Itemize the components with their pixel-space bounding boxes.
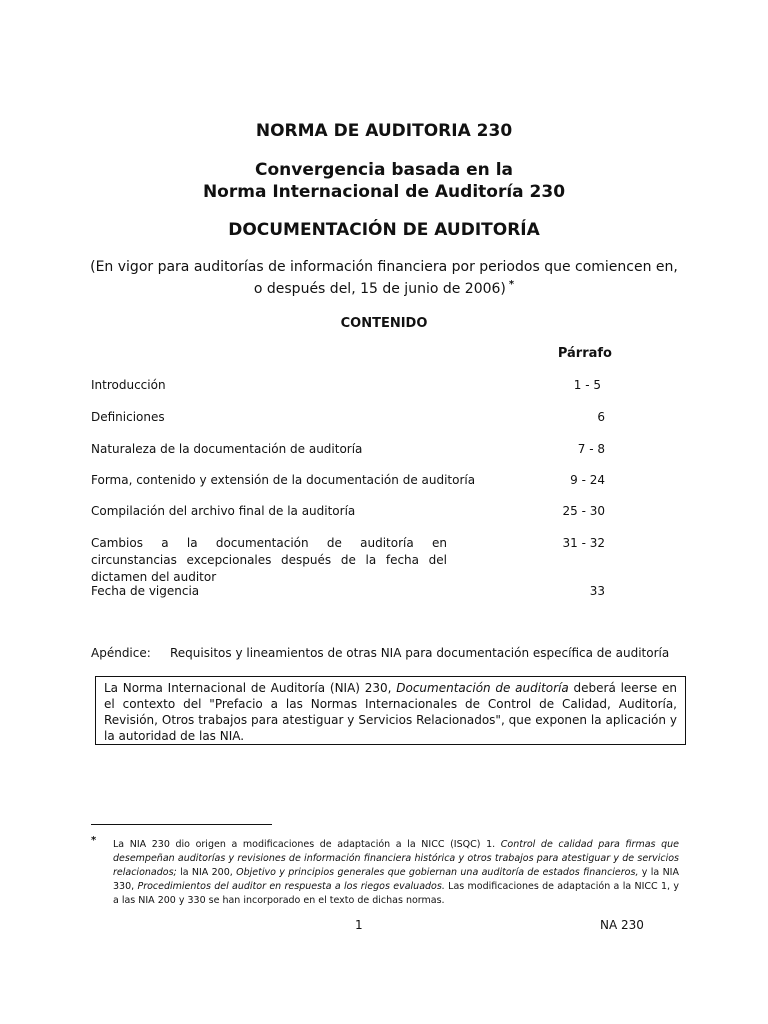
toc-item-paragraphs: 25 - 30 [562,504,605,518]
toc-item-label: Forma, contenido y extensión de la documentación de auditoría [91,473,476,487]
note-text-start: La Norma Internacional de Auditoría (NIA) 230, [104,681,397,695]
paragraph-column-header: Párrafo [557,346,612,361]
toc-item-label: Compilación del archivo final de la auditoría [91,504,356,518]
footnote-part-italic: Objetivo y principios generales que gobiernan una auditoría de estados financieros, [236,867,639,878]
document-code: NA 230 [600,918,644,932]
footnote-separator [91,824,272,825]
note-text-end: deberá leerse en el contexto del "Prefacio a las Normas Internacionales de Control de Calidad, Auditoría, Revisión, Otros trabajos para atestiguar y Servicios Relacionados", que exponen la aplicación y la autoridad de las NIA. [104,681,678,743]
effective-date-text: o después del, 15 de junio de 2006) [253,281,506,297]
footnote-text [113,838,679,908]
footnote-part-italic: Procedimientos del auditor en respuesta a los riegos evaluados. [137,881,445,892]
page-number: 1 [355,918,363,932]
toc-item-paragraphs: 31 - 32 [562,536,605,550]
footnote-part: la NIA 200, [176,867,237,878]
section-title: DOCUMENTACIÓN DE AUDITORÍA [228,220,540,240]
toc-item-label: Cambios a la documentación de auditoría en circunstancias excepcionales después de la fecha del dictamen del auditor [91,536,447,584]
subtitle-line-2: Norma Internacional de Auditoría 230 [202,182,566,202]
contents-heading: CONTENIDO [340,316,428,331]
footnote-reference[interactable]: * [508,279,515,290]
appendix-text: Requisitos y lineamientos de otras NIA para documentación específica de auditoría [170,646,670,660]
effective-date-line-2 [0,279,768,297]
footnote-part: La NIA 230 dio origen a modificaciones de adaptación a la NICC (ISQC) 1. [113,839,501,850]
toc-item-paragraphs: 9 - 24 [570,473,605,487]
toc-item-label: Naturaleza de la documentación de auditoría [91,442,363,456]
toc-item-paragraphs: 7 - 8 [577,442,605,456]
toc-item-paragraphs: 1 - 5 [573,378,601,392]
toc-item-paragraphs: 33 [589,584,605,598]
footnote-part: Las modificaciones de adaptación a la NICC 1, y a las NIA 200 y 330 se han incorporado en el texto de dichas normas. [113,881,679,906]
footnote-part-italic: Control de calidad para firmas que desempeñan auditorías y revisiones de información financiera histórica y otros trabajos para atestiguar y de servicios relacionados; [113,839,679,878]
standard-context-note [95,676,686,745]
appendix-label: Apéndice: [91,646,151,660]
toc-item-label: Fecha de vigencia [91,584,200,598]
toc-item-label: Definiciones [91,410,165,424]
note-text-italic: Documentación de auditoría [396,681,569,695]
toc-item-label: Introducción [91,378,166,392]
page-title: NORMA DE AUDITORIA 230 [255,121,513,141]
subtitle-line-1: Convergencia basada en la [255,160,513,180]
footnote-mark: * [91,835,97,846]
toc-item-paragraphs: 6 [597,410,605,424]
effective-date-line-1: (En vigor para auditorías de información financiera por periodos que comiencen en, [90,259,678,275]
footnote-part: y la NIA 330, [113,867,679,892]
